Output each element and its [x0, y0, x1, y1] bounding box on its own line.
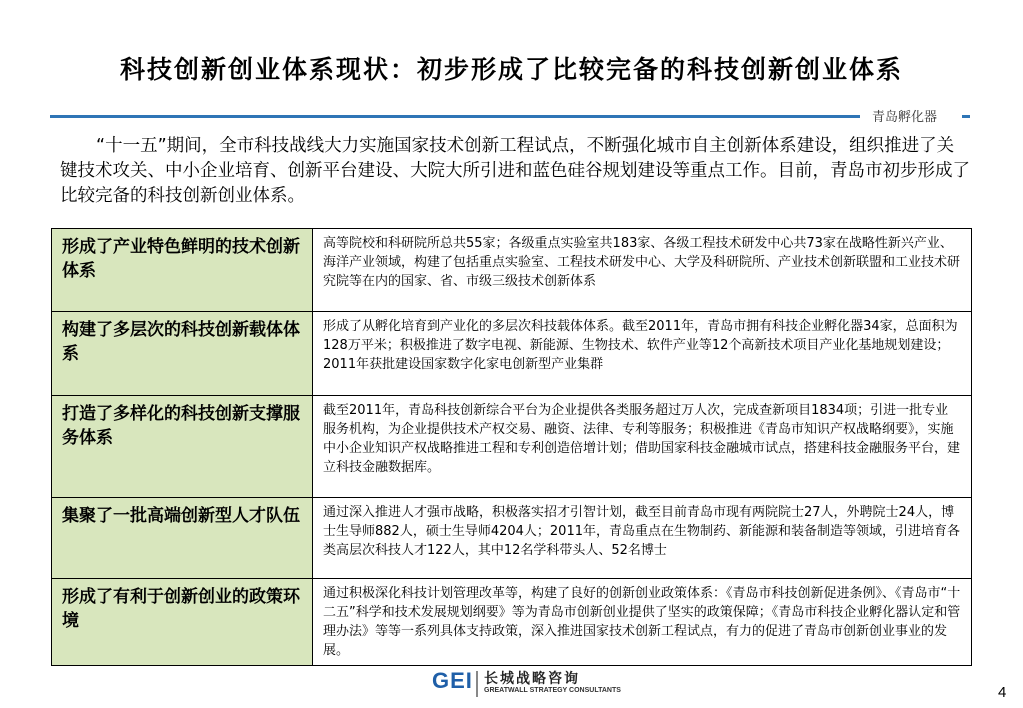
- table-row: [52, 229, 972, 312]
- table-row: [52, 312, 972, 396]
- table-row: [52, 498, 972, 579]
- row-key: 形成了有利于创新创业的政策环境: [52, 579, 313, 666]
- row-value: 形成了从孵化培育到产业化的多层次科技载体体系。截至2011年，青岛市拥有科技企业孵化器34家，总面积为128万平米；积极推进了数字电视、新能源、生物技术、软件产业等12个高新技术项目产业化基地规划建设；2011年获批建设国家数字化家电创新型产业集群: [313, 312, 972, 396]
- row-key: 构建了多层次的科技创新载体体系: [52, 312, 313, 396]
- logo-divider: [476, 671, 478, 697]
- brand-label: 青岛孵化器: [872, 110, 938, 125]
- row-value: 高等院校和科研院所总共55家；各级重点实验室共183家、各级工程技术研发中心共73家在战略性新兴产业、海洋产业领域，构建了包括重点实验室、工程技术研发中心、大学及科研院所、产业技术创新联盟和工业技术研究院等在内的国家、省、市级三级技术创新体系: [313, 229, 972, 312]
- system-table: [51, 228, 972, 666]
- table-row: [52, 579, 972, 666]
- row-value: 通过积极深化科技计划管理改革等，构建了良好的创新创业政策体系：《青岛市科技创新促进条例》、《青岛市“十二五”科学和技术发展规划纲要》等为青岛市创新创业提供了坚实的政策保障；《青岛市科技企业孵化器认定和管理办法》等等一系列具体支持政策，深入推进国家技术创新工程试点，有力的促进了青岛市创新创业事业的发展。: [313, 579, 972, 666]
- brand-dash: [962, 115, 970, 118]
- page-title: 科技创新创业体系现状：初步形成了比较完备的科技创新创业体系: [119, 55, 903, 84]
- logo-cn-name: 长城战略咨询: [484, 671, 580, 687]
- row-value: 截至2011年，青岛科技创新综合平台为企业提供各类服务超过万人次，完成查新项目1834项；引进一批专业服务机构，为企业提供技术产权交易、融资、法律、专利等服务；积极推进《青岛市知识产权战略纲要》，实施中小企业知识产权战略推进工程和专利创造倍增计划；借助国家科技金融城市试点，搭建科技金融服务平台，建立科技金融数据库。: [313, 396, 972, 498]
- company-logo: [432, 668, 652, 702]
- row-key: 集聚了一批高端创新型人才队伍: [52, 498, 313, 579]
- page-number: 4: [998, 684, 1007, 701]
- table-row: [52, 396, 972, 498]
- logo-mark: GEI: [432, 668, 473, 693]
- intro-text: “十一五”期间，全市科技战线大力实施国家技术创新工程试点，不断强化城市自主创新体系建设，组织推进了关键技术攻关、中小企业培育、创新平台建设、大院大所引进和蓝色硅谷规划建设等重点工作。目前，青岛市初步形成了比较完备的科技创新创业体系。: [60, 136, 970, 206]
- header-rule: [50, 115, 860, 118]
- logo-en-name: GREATWALL STRATEGY CONSULTANTS: [484, 687, 621, 694]
- intro-paragraph: [60, 134, 970, 209]
- row-key: 打造了多样化的科技创新支撑服务体系: [52, 396, 313, 498]
- row-value: 通过深入推进人才强市战略，积极落实招才引智计划，截至目前青岛市现有两院院士27人，外聘院士24人，博士生导师882人，硕士生导师4204人；2011年，青岛重点在生物制药、新能源和装备制造等领域，引进培育各类高层次科技人才122人，其中12名学科带头人、52名博士: [313, 498, 972, 579]
- row-key: 形成了产业特色鲜明的技术创新体系: [52, 229, 313, 312]
